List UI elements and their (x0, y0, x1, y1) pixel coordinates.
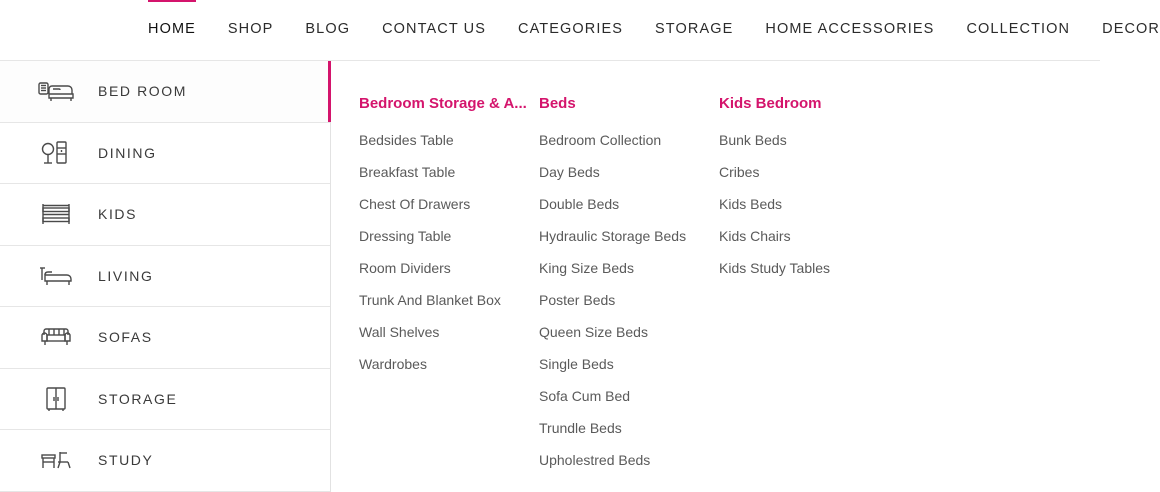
menu-link[interactable]: Room Dividers (359, 260, 451, 276)
nav-item-collection[interactable] (966, 21, 1070, 39)
link-list (359, 132, 539, 372)
bunk-bed-icon (28, 200, 84, 228)
menu-column-kids-bedroom (719, 95, 939, 492)
menu-link[interactable]: Sofa Cum Bed (539, 388, 631, 404)
nav-item-shop[interactable] (228, 21, 274, 39)
menu-link[interactable]: Cribes (719, 164, 760, 180)
menu-link[interactable]: Bedsides Table (359, 132, 454, 148)
nav-item-contact-us[interactable] (382, 21, 486, 39)
menu-link[interactable]: Chest Of Drawers (359, 196, 471, 212)
category-sidebar (0, 61, 331, 492)
nav-item-label: HOME (148, 21, 196, 37)
nav-item-storage[interactable] (655, 21, 733, 39)
sidebar-item-label: SOFAS (98, 329, 153, 346)
main-navigation (0, 0, 1160, 61)
menu-column-beds (539, 95, 719, 492)
sidebar-item-storage[interactable] (0, 369, 330, 431)
chaise-lounge-icon (28, 262, 84, 290)
sidebar-item-label: DINING (98, 144, 157, 161)
menu-link[interactable]: Upholestred Beds (539, 452, 651, 468)
menu-link[interactable]: Bedroom Collection (539, 132, 662, 148)
menu-link[interactable]: Trunk And Blanket Box (359, 292, 501, 308)
cabinet-icon (28, 385, 84, 413)
column-title[interactable]: Kids Bedroom (719, 95, 822, 112)
menu-link[interactable]: Poster Beds (539, 292, 616, 308)
sidebar-item-living[interactable] (0, 246, 330, 308)
menu-column-bedroom-storage (359, 95, 539, 492)
menu-link[interactable]: Hydraulic Storage Beds (539, 228, 687, 244)
nav-item-label: BLOG (305, 21, 351, 37)
sidebar-item-label: KIDS (98, 206, 138, 223)
menu-link[interactable]: Bunk Beds (719, 132, 787, 148)
nav-item-label: SHOP (227, 21, 274, 37)
sofa-icon (28, 323, 84, 351)
sidebar-item-bed-room[interactable] (0, 61, 330, 123)
mega-menu-panel (331, 61, 1100, 492)
nav-item-label: CATEGORIES (518, 21, 624, 37)
column-title[interactable]: Bedroom Storage & A... (359, 95, 527, 112)
menu-link[interactable]: Kids Chairs (719, 228, 791, 244)
nav-item-home[interactable] (148, 21, 196, 39)
nav-item-label: CONTACT US (382, 21, 487, 37)
sidebar-item-study[interactable] (0, 430, 330, 492)
nav-item-label: STORAGE (655, 21, 734, 37)
menu-link[interactable]: Day Beds (539, 164, 600, 180)
sidebar-item-dining[interactable] (0, 123, 330, 185)
menu-link[interactable]: Queen Size Beds (539, 324, 648, 340)
sidebar-item-label: LIVING (98, 267, 154, 284)
link-list (719, 132, 939, 276)
link-list (539, 132, 719, 468)
nav-item-label: DECOR (1102, 21, 1160, 37)
bed-icon (28, 78, 84, 104)
menu-link[interactable]: Wardrobes (359, 356, 427, 372)
menu-link[interactable]: Kids Beds (719, 196, 783, 212)
sidebar-item-kids[interactable] (0, 184, 330, 246)
menu-link[interactable]: Dressing Table (359, 228, 452, 244)
nav-item-decor[interactable] (1102, 21, 1160, 39)
nav-item-home-accessories[interactable] (765, 21, 934, 39)
menu-link[interactable]: Double Beds (539, 196, 620, 212)
menu-link[interactable]: Trundle Beds (539, 420, 622, 436)
menu-link[interactable]: Breakfast Table (359, 164, 456, 180)
sidebar-item-label: STUDY (98, 452, 154, 469)
nav-item-blog[interactable] (305, 21, 350, 39)
menu-link[interactable]: Kids Study Tables (719, 260, 831, 276)
nav-item-label: HOME ACCESSORIES (765, 21, 935, 37)
column-title[interactable]: Beds (539, 95, 576, 112)
sidebar-item-label: STORAGE (98, 390, 178, 407)
nav-item-categories[interactable] (518, 21, 623, 39)
menu-link[interactable]: Wall Shelves (359, 324, 440, 340)
dining-icon (28, 139, 84, 167)
sidebar-item-label: BED ROOM (98, 83, 188, 100)
sidebar-item-sofas[interactable] (0, 307, 330, 369)
menu-link[interactable]: Single Beds (539, 356, 614, 372)
desk-chair-icon (28, 446, 84, 474)
mega-menu (0, 61, 1100, 492)
menu-link[interactable]: King Size Beds (539, 260, 634, 276)
nav-item-label: COLLECTION (966, 21, 1071, 37)
